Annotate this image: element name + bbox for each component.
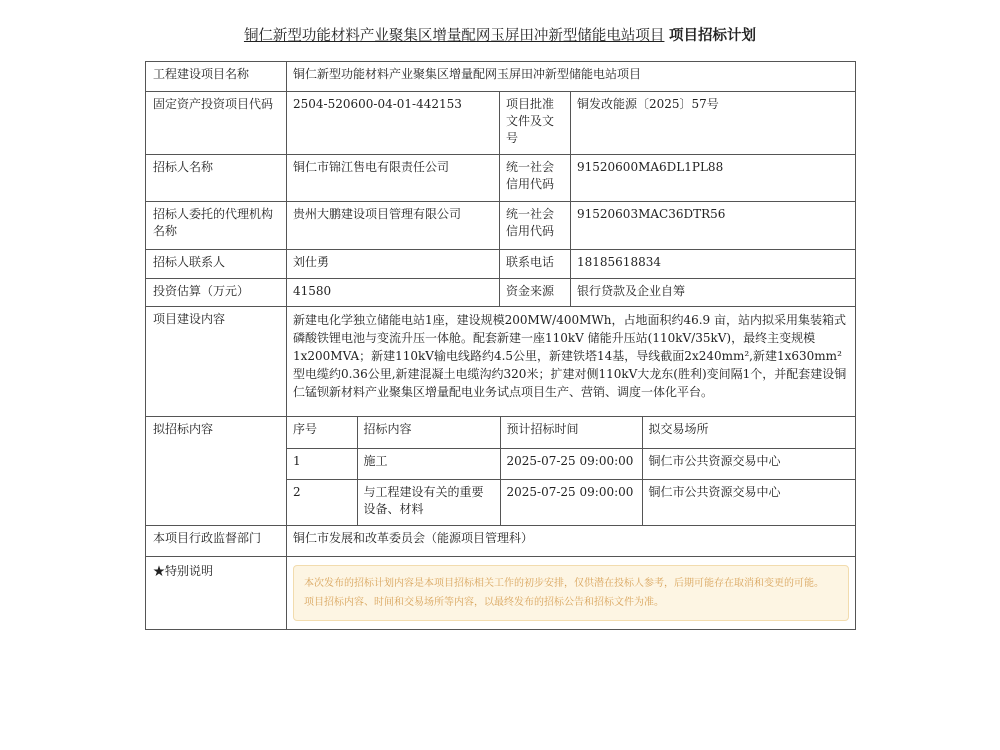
item-time: 2025-07-25 09:00:00 <box>500 479 642 525</box>
value-supervisor: 铜仁市发展和改革委员会（能源项目管理科） <box>287 526 856 557</box>
label-contact: 招标人联系人 <box>146 250 287 279</box>
item-content: 与工程建设有关的重要设备、材料 <box>357 479 500 525</box>
row-content <box>146 307 856 417</box>
row-supervisor <box>146 526 856 557</box>
tender-plan-table <box>145 61 856 630</box>
special-note-line1: 本次发布的招标计划内容是本项目招标相关工作的初步安排，仅供潜在投标人参考，后期可能存在取消和变更的可能。 <box>304 578 824 589</box>
value-tenderer-credit: 91520600MA6DL1PL88 <box>571 155 856 202</box>
value-fixed-asset-code: 2504-520600-04-01-442153 <box>287 92 500 155</box>
row-tender-plan <box>146 417 856 526</box>
label-content: 项目建设内容 <box>146 307 287 417</box>
row-fixed-asset <box>146 92 856 155</box>
label-special-note: ★特别说明 <box>146 557 287 630</box>
item-no: 2 <box>287 479 357 525</box>
value-phone: 18185618834 <box>571 250 856 279</box>
tender-items-table <box>287 417 856 525</box>
label-agent-credit: 统一社会信用代码 <box>500 202 571 250</box>
label-tender-plan: 拟招标内容 <box>146 417 287 526</box>
row-tenderer <box>146 155 856 202</box>
value-funding: 银行贷款及企业自筹 <box>571 279 856 307</box>
label-tenderer: 招标人名称 <box>146 155 287 202</box>
label-funding: 资金来源 <box>500 279 571 307</box>
header-venue: 拟交易场所 <box>642 417 856 448</box>
value-tenderer: 铜仁市锦江售电有限责任公司 <box>287 155 500 202</box>
label-agent: 招标人委托的代理机构名称 <box>146 202 287 250</box>
row-investment <box>146 279 856 307</box>
value-project-name: 铜仁新型功能材料产业聚集区增量配网玉屏田冲新型储能电站项目 <box>287 62 856 92</box>
label-fixed-asset-code: 固定资产投资项目代码 <box>146 92 287 155</box>
header-content: 招标内容 <box>357 417 500 448</box>
item-no: 1 <box>287 448 357 479</box>
row-project-name <box>146 62 856 92</box>
label-supervisor: 本项目行政监督部门 <box>146 526 287 557</box>
special-note-box <box>293 565 849 621</box>
item-content: 施工 <box>357 448 500 479</box>
header-time: 预计招标时间 <box>500 417 642 448</box>
label-tenderer-credit: 统一社会信用代码 <box>500 155 571 202</box>
tender-item-row <box>287 448 856 479</box>
value-approval-doc: 铜发改能源〔2025〕57号 <box>571 92 856 155</box>
item-time: 2025-07-25 09:00:00 <box>500 448 642 479</box>
row-special-note <box>146 557 856 630</box>
row-agent <box>146 202 856 250</box>
page-title <box>0 24 1000 45</box>
label-project-name: 工程建设项目名称 <box>146 62 287 92</box>
value-agent-credit: 91520603MAC36DTR56 <box>571 202 856 250</box>
special-note-cell <box>287 557 856 630</box>
row-contact <box>146 250 856 279</box>
plan-title: 项目招标计划 <box>669 28 757 44</box>
value-investment: 41580 <box>287 279 500 307</box>
tender-plan-cell <box>287 417 856 526</box>
header-no: 序号 <box>287 417 357 448</box>
item-venue: 铜仁市公共资源交易中心 <box>642 479 856 525</box>
label-investment: 投资估算（万元） <box>146 279 287 307</box>
item-venue: 铜仁市公共资源交易中心 <box>642 448 856 479</box>
label-phone: 联系电话 <box>500 250 571 279</box>
project-title: 铜仁新型功能材料产业聚集区增量配网玉屏田冲新型储能电站项目 <box>243 28 665 44</box>
special-note-line2: 项目招标内容、时间和交易场所等内容，以最终发布的招标公告和招标文件为准。 <box>304 597 664 608</box>
value-content: 新建电化学独立储能电站1座，建设规模200MW/400MWh，占地面积约46.9 亩，站内拟采用集装箱式磷酸铁锂电池与变流升压一体舱。配套新建一座110kV 储能升压站(110kV/35kV)，最终主变规模1x200MVA；新建110kV输电线路约4.5公里，新建铁塔14基，导线截面2x240mm²,新建1x630mm²型电缆约0.36公里,新建混凝土电缆沟约320米；扩建对侧110kV大龙东(胜利)变间隔1个，并配套建设铜仁锰钡新材料产业聚集区增量配电业务试点项目生产、营销、调度一体化平台。 <box>287 307 856 417</box>
tender-items-header <box>287 417 856 448</box>
value-agent: 贵州大鹏建设项目管理有限公司 <box>287 202 500 250</box>
value-contact: 刘仕勇 <box>287 250 500 279</box>
label-approval-doc: 项目批准文件及文号 <box>500 92 571 155</box>
tender-item-row <box>287 479 856 525</box>
